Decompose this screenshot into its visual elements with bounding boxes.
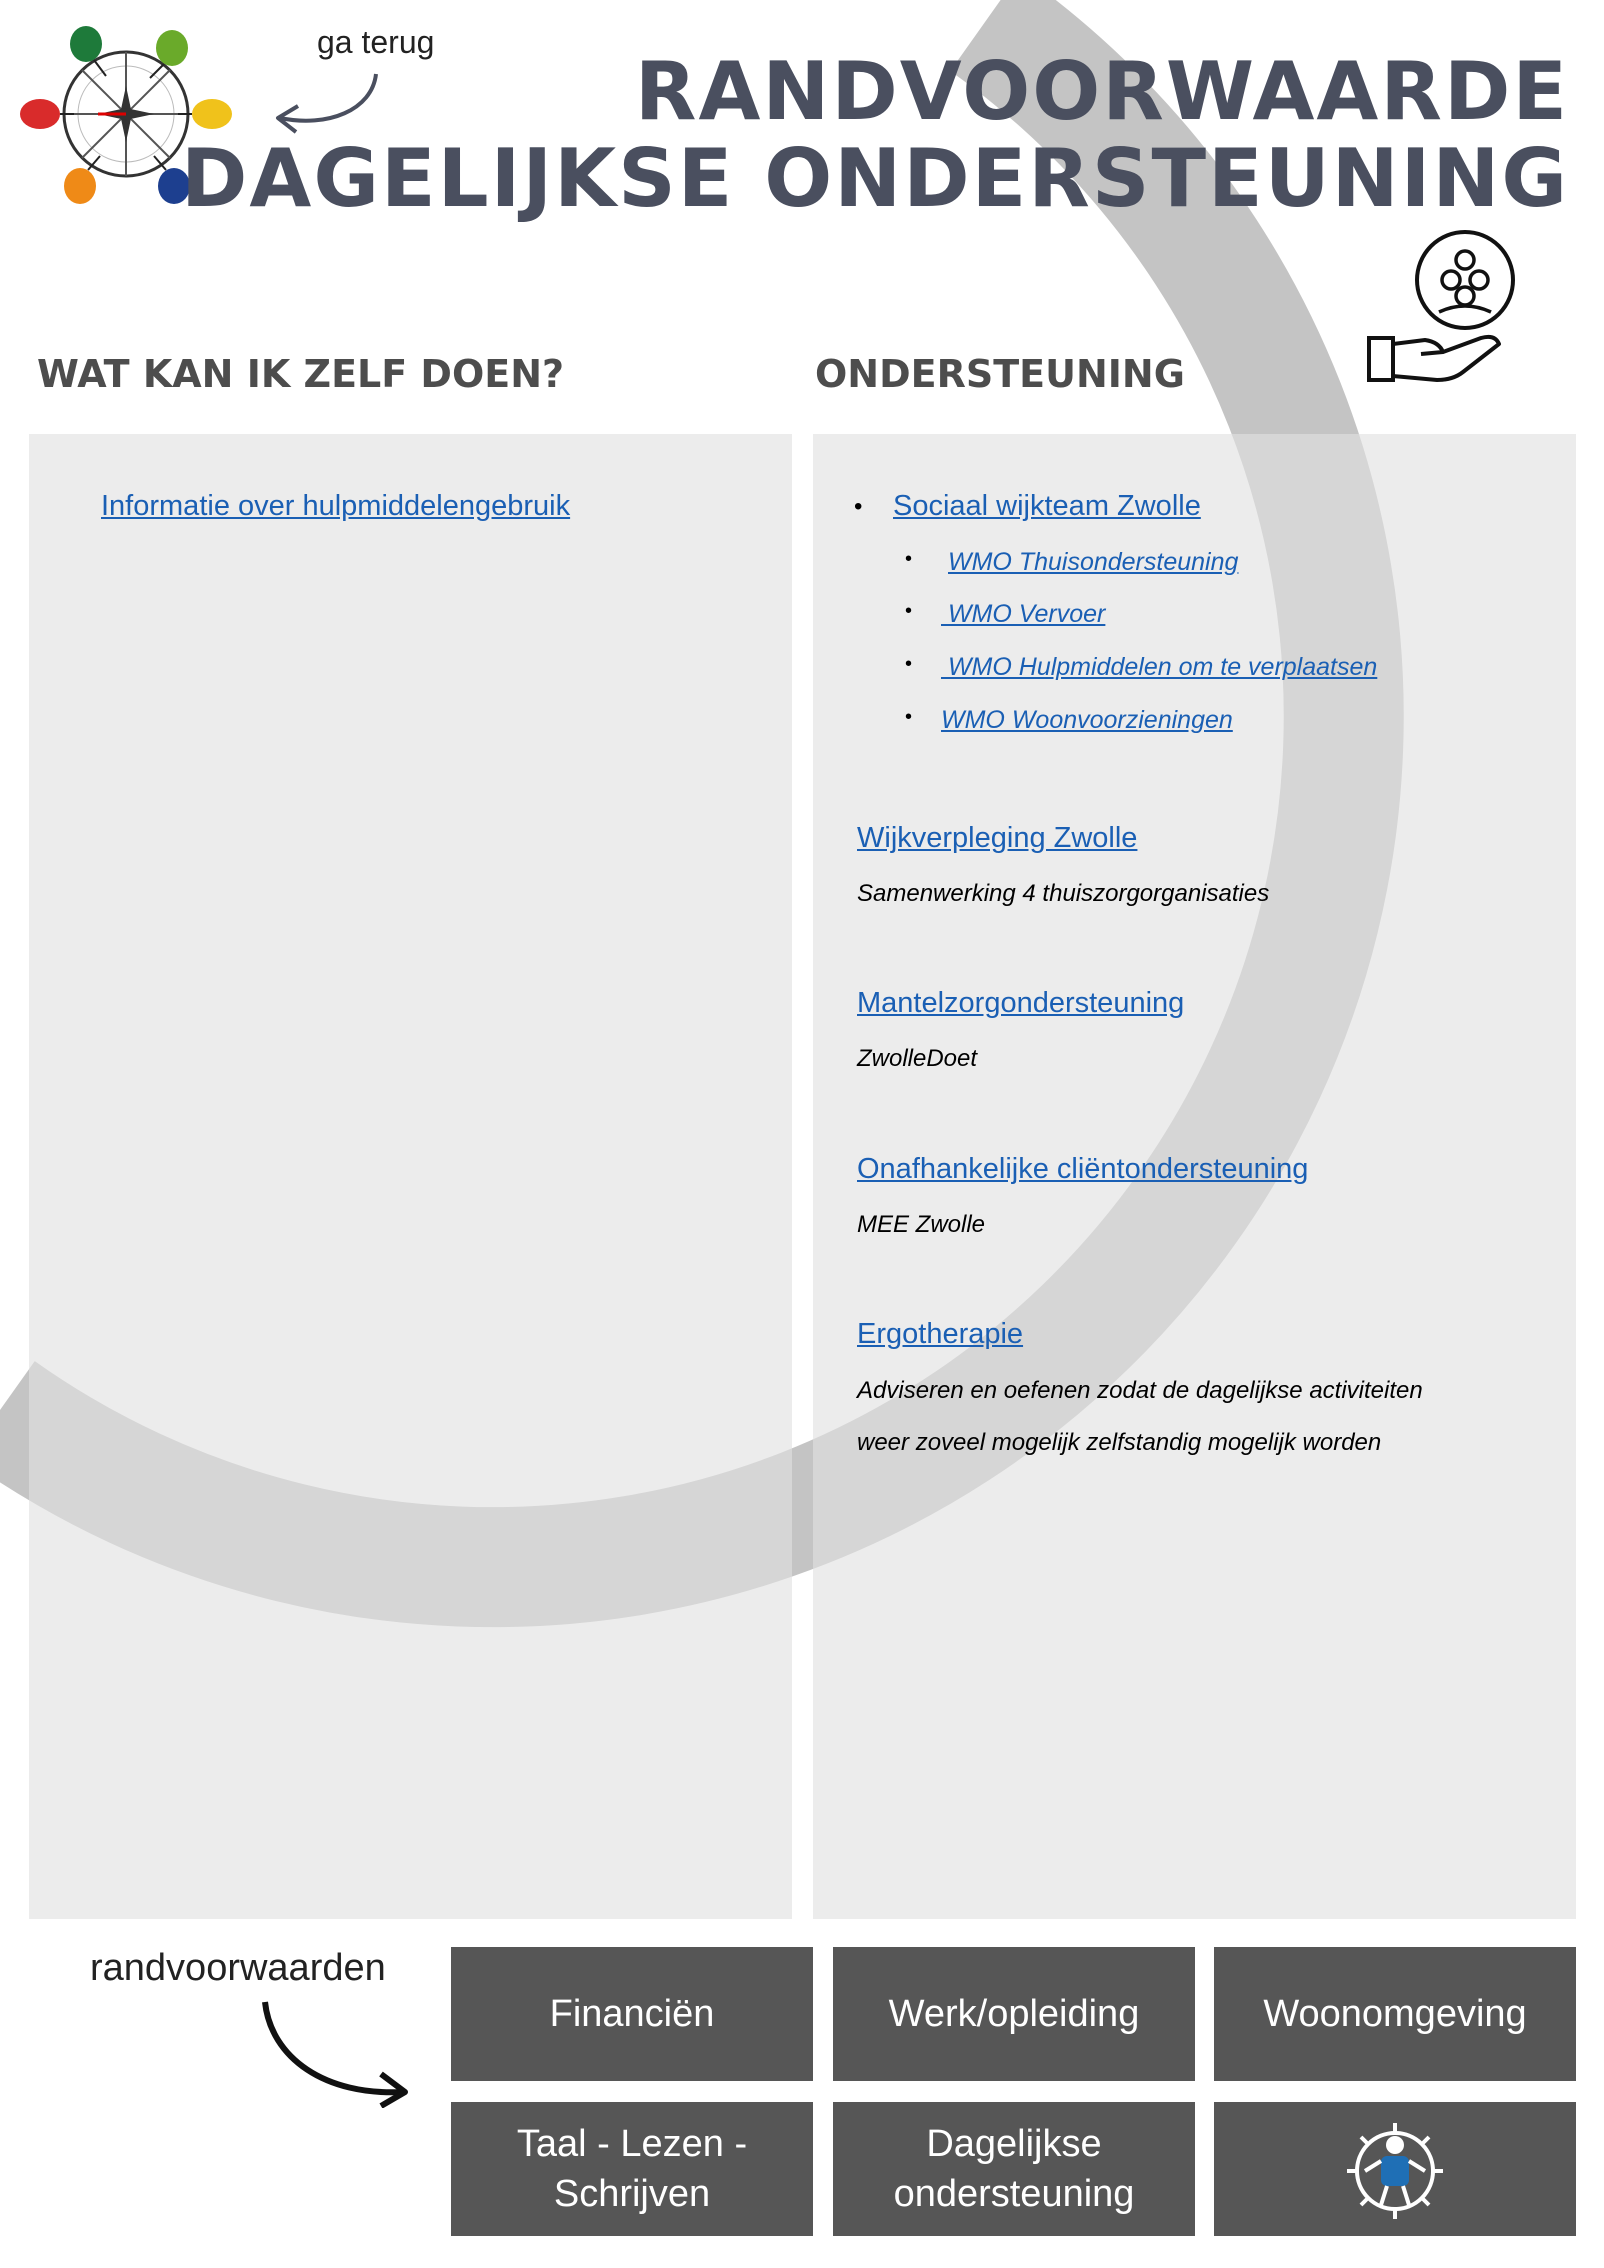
link-wmo-hulpmiddelen[interactable]: WMO Hulpmiddelen om te verplaatsen (941, 653, 1378, 681)
bullet-icon: • (905, 653, 913, 675)
link-hulpmiddelengebruik[interactable]: Informatie over hulpmiddelengebruik (101, 490, 571, 522)
curved-arrow-right-icon (255, 1998, 415, 2108)
person-in-wheel-icon (1335, 2109, 1455, 2229)
page-title-line-1: RANDVOORWAARDE (634, 45, 1569, 138)
description-text: ZwolleDoet (857, 1045, 978, 1072)
link-ergotherapie[interactable]: Ergotherapie (857, 1318, 1024, 1350)
tile-financien[interactable]: Financiën (451, 1947, 813, 2081)
curved-arrow-left-icon[interactable] (268, 70, 388, 140)
link-wijkverpleging[interactable]: Wijkverpleging Zwolle (857, 822, 1138, 854)
tile-werk-opleiding[interactable]: Werk/opleiding (833, 1947, 1195, 2081)
link-wmo-vervoer[interactable]: WMO Vervoer (941, 600, 1106, 628)
description-text: Samenwerking 4 thuiszorgorganisaties (857, 880, 1270, 907)
back-link[interactable]: ga terug (317, 24, 435, 60)
link-mantelzorgondersteuning[interactable]: Mantelzorgondersteuning (857, 987, 1185, 1019)
bullet-icon: • (854, 493, 863, 520)
bullet-icon: • (905, 600, 913, 622)
link-wmo-woonvoorzieningen[interactable]: WMO Woonvoorzieningen (941, 706, 1233, 734)
tile-woonomgeving[interactable]: Woonomgeving (1214, 1947, 1576, 2081)
description-text: MEE Zwolle (857, 1211, 986, 1238)
link-clientondersteuning[interactable]: Onafhankelijke cliëntondersteuning (857, 1153, 1309, 1185)
tile-taal-lezen-schrijven[interactable]: Taal - Lezen - Schrijven (451, 2102, 813, 2236)
hand-holding-people-icon (1363, 230, 1523, 395)
page-title-line-2: DAGELIJKSE ONDERSTEUNING (181, 132, 1569, 225)
bullet-icon: • (905, 548, 913, 570)
left-column-heading: WAT KAN IK ZELF DOEN? (37, 352, 565, 396)
link-wmo-thuisondersteuning[interactable]: WMO Thuisondersteuning (948, 548, 1239, 576)
footer-label: randvoorwaarden (90, 1947, 386, 1989)
description-text: weer zoveel mogelijk zelfstandig mogelijk worden (857, 1429, 1382, 1456)
link-sociaal-wijkteam[interactable]: Sociaal wijkteam Zwolle (893, 490, 1201, 522)
bullet-icon: • (905, 706, 913, 728)
description-text: Adviseren en oefenen zodat de dagelijkse activiteiten (857, 1377, 1423, 1404)
right-column-heading: ONDERSTEUNING (815, 352, 1185, 396)
left-panel (29, 434, 792, 1919)
tile-dagelijkse-ondersteuning[interactable]: Dagelijkse ondersteuning (833, 2102, 1195, 2236)
tile-home[interactable] (1214, 2102, 1576, 2236)
